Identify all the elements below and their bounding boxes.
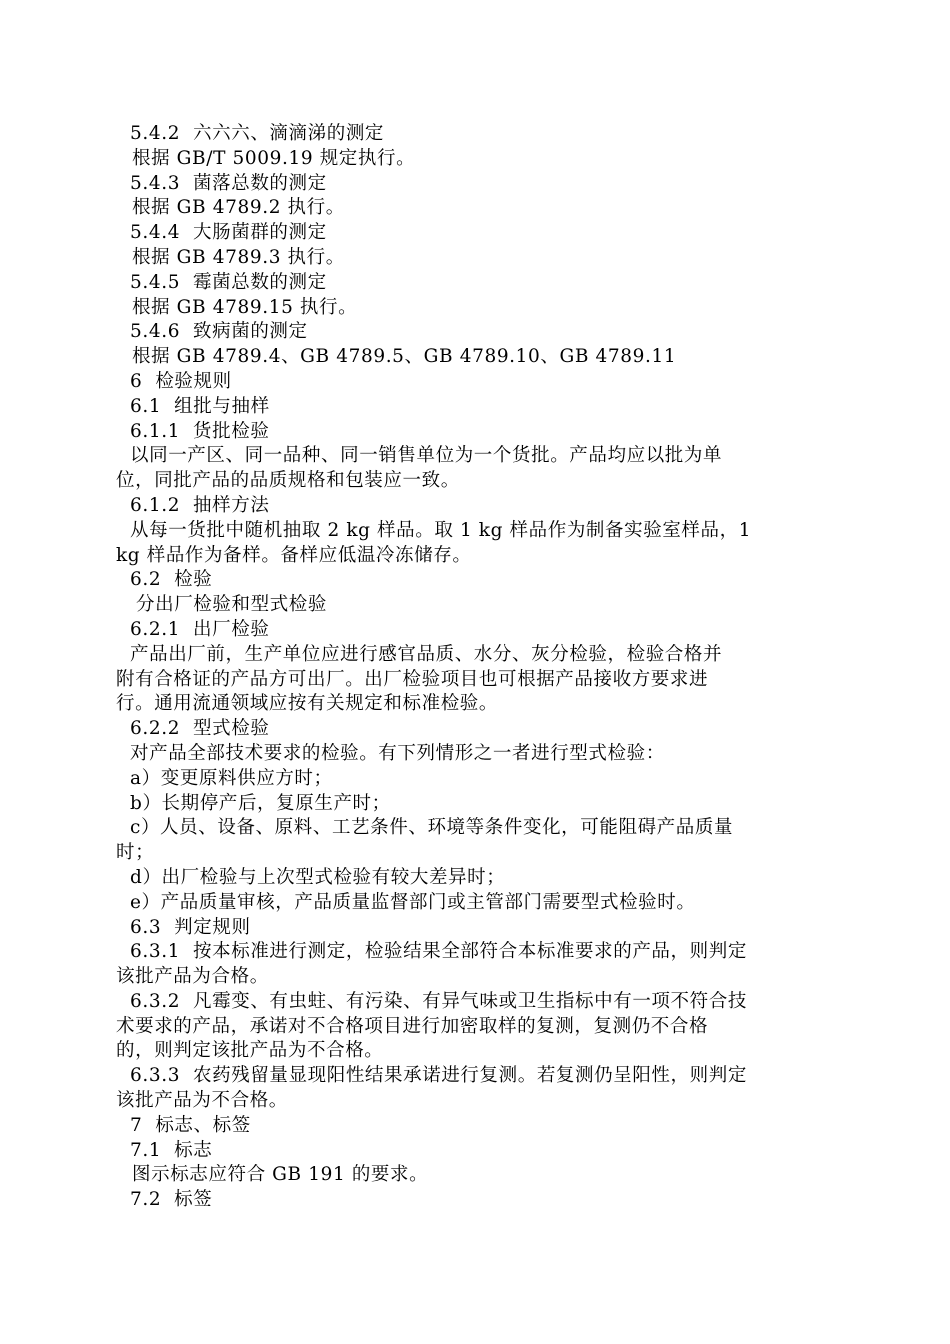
heading-5-4-5: 5.4.5 霉菌总数的测定 xyxy=(130,271,327,293)
list-item: a）变更原料供应方时； xyxy=(130,767,333,789)
document-page xyxy=(116,122,836,1213)
heading-6-1: 6.1 组批与抽样 xyxy=(130,395,270,417)
heading-6-1-1: 6.1.1 货批检验 xyxy=(130,420,270,442)
paragraph: 图示标志应符合 GB 191 的要求。 xyxy=(132,1164,429,1186)
heading-7-2: 7.2 标签 xyxy=(130,1189,213,1211)
heading-7-1: 7.1 标志 xyxy=(130,1139,213,1161)
paragraph: 分出厂检验和型式检验 xyxy=(136,594,328,616)
paragraph: 对产品全部技术要求的检验。有下列情形之一者进行型式检验： xyxy=(130,742,665,764)
heading-6-1-2: 6.1.2 抽样方法 xyxy=(130,494,270,516)
list-item: d）出厂检验与上次型式检验有较大差异时； xyxy=(130,866,506,888)
heading-6-3: 6.3 判定规则 xyxy=(130,916,251,938)
paragraph-continuation: 位，同批产品的品质规格和包装应一致。 xyxy=(116,470,460,492)
heading-5-4-2: 5.4.2 六六六、滴滴涕的测定 xyxy=(130,123,385,144)
paragraph-continuation: kg 样品作为备样。备样应低温冷冻储存。 xyxy=(116,544,472,566)
list-item-continuation: 时； xyxy=(116,842,155,864)
paragraph: 根据 GB 4789.15 执行。 xyxy=(132,296,358,318)
paragraph-continuation: 行。通用流通领域应按有关规定和标准检验。 xyxy=(116,693,499,715)
clause-6-3-3: 6.3.3 农药残留量显现阳性结果承诺进行复测。若复测仍呈阳性，则判定 xyxy=(130,1065,747,1087)
heading-6: 6 检验规则 xyxy=(130,370,232,392)
heading-7: 7 标志、标签 xyxy=(130,1114,251,1136)
heading-6-2-2: 6.2.2 型式检验 xyxy=(130,718,270,740)
heading-5-4-4: 5.4.4 大肠菌群的测定 xyxy=(130,222,327,244)
list-item: c）人员、设备、原料、工艺条件、环境等条件变化，可能阻碍产品质量 xyxy=(130,817,734,839)
paragraph: 根据 GB 4789.2 执行。 xyxy=(132,197,345,219)
heading-5-4-3: 5.4.3 菌落总数的测定 xyxy=(130,172,327,194)
paragraph: 产品出厂前，生产单位应进行感官品质、水分、灰分检验，检验合格并 xyxy=(130,643,723,665)
paragraph-continuation: 附有合格证的产品方可出厂。出厂检验项目也可根据产品接收方要求进 xyxy=(116,668,709,690)
heading-6-2: 6.2 检验 xyxy=(130,569,213,591)
paragraph: 从每一货批中随机抽取 2 kg 样品。取 1 kg 样品作为制备实验室样品，1 xyxy=(130,519,752,541)
paragraph: 根据 GB 4789.3 执行。 xyxy=(132,246,345,268)
heading-5-4-6: 5.4.6 致病菌的测定 xyxy=(130,321,308,343)
paragraph: 根据 GB 4789.4、GB 4789.5、GB 4789.10、GB 4789.11 xyxy=(132,346,677,368)
clause-6-3-1: 6.3.1 按本标准进行测定，检验结果全部符合本标准要求的产品，则判定 xyxy=(130,941,747,963)
clause-continuation: 该批产品为合格。 xyxy=(116,966,269,988)
paragraph: 以同一产区、同一品种、同一销售单位为一个货批。产品均应以批为单 xyxy=(130,445,723,467)
paragraph: 根据 GB/T 5009.19 规定执行。 xyxy=(132,147,416,169)
list-item: b）长期停产后，复原生产时； xyxy=(130,792,391,814)
clause-6-3-2: 6.3.2 凡霉变、有虫蛀、有污染、有异气味或卫生指标中有一项不符合技 xyxy=(130,990,747,1012)
clause-continuation: 的，则判定该批产品为不合格。 xyxy=(116,1040,384,1062)
clause-continuation: 该批产品为不合格。 xyxy=(116,1090,288,1112)
heading-6-2-1: 6.2.1 出厂检验 xyxy=(130,618,270,640)
clause-continuation: 术要求的产品，承诺对不合格项目进行加密取样的复测，复测仍不合格 xyxy=(116,1015,709,1037)
list-item: e）产品质量审核，产品质量监督部门或主管部门需要型式检验时。 xyxy=(130,891,696,913)
